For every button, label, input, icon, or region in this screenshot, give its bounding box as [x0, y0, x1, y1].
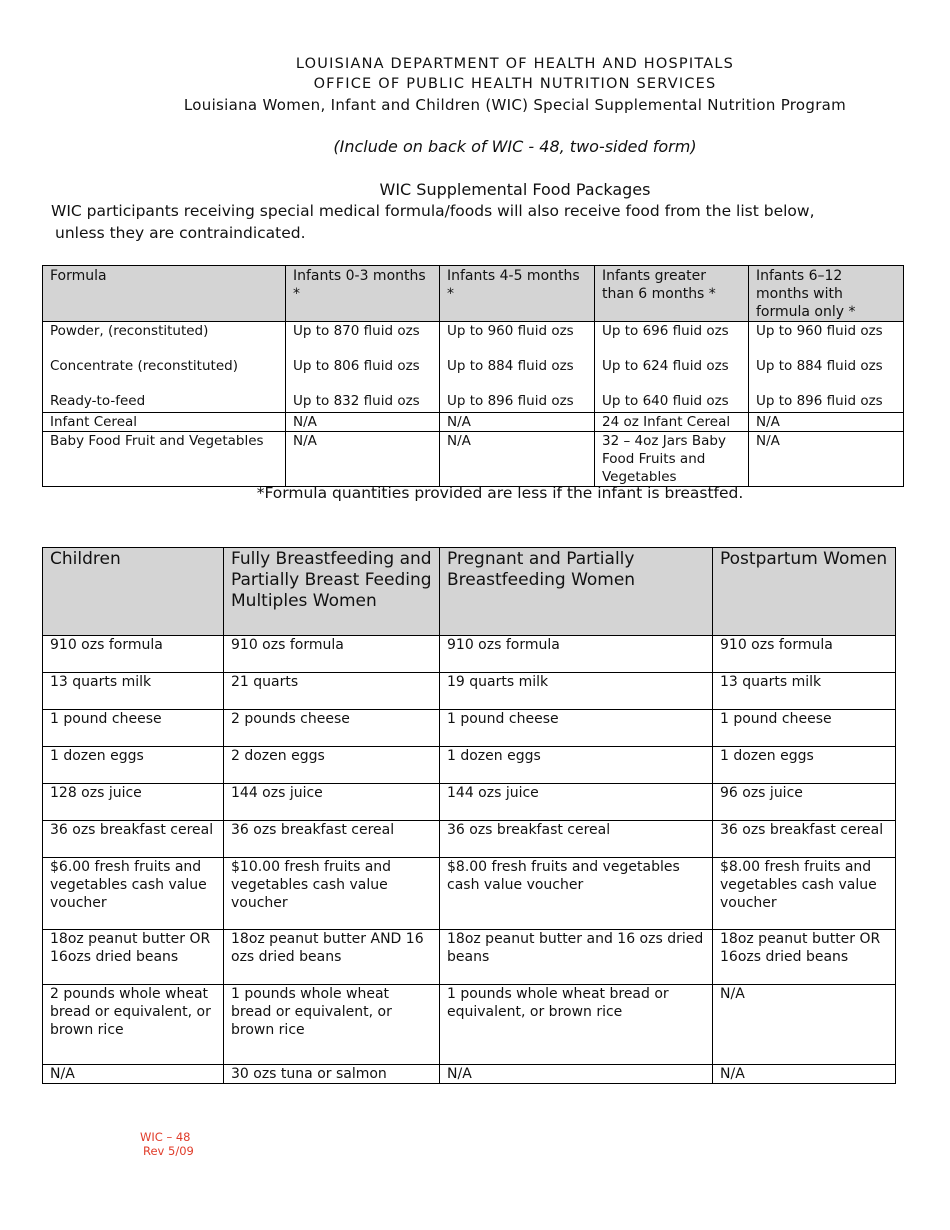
table-cell: N/A [43, 1065, 224, 1084]
formula-amount: Up to 884 fluid ozs [447, 358, 574, 374]
table-row [43, 747, 896, 784]
department-title: LOUISIANA DEPARTMENT OF HEALTH AND HOSPITALS [295, 56, 735, 72]
table-cell: 1 dozen eggs [43, 747, 224, 784]
breastfed-note: *Formula quantities provided are less if the infant is breastfed. [256, 484, 744, 502]
formula-amount: Up to 870 fluid ozs [293, 323, 420, 339]
table-row [43, 858, 896, 930]
table-cell: 1 dozen eggs [713, 747, 896, 784]
form-instruction: (Include on back of WIC - 48, two-sided form) [333, 137, 697, 156]
table-cell: 128 ozs juice [43, 784, 224, 821]
table-cell: N/A [749, 432, 904, 487]
table-cell: $6.00 fresh fruits and vegetables cash value voucher [43, 858, 224, 930]
table-row [43, 413, 904, 432]
table-cell: 910 ozs formula [440, 636, 713, 673]
table-row [43, 432, 904, 487]
table-cell: 13 quarts milk [43, 673, 224, 710]
table-cell: 144 ozs juice [440, 784, 713, 821]
table-cell [749, 322, 904, 413]
table-cell: 32 – 4oz Jars Baby Food Fruits and Vegetables [595, 432, 749, 487]
table-row [43, 673, 896, 710]
formula-amount: Up to 960 fluid ozs [756, 323, 883, 339]
table-cell: 1 pounds whole wheat bread or equivalent, or brown rice [224, 985, 440, 1065]
formula-amount: Up to 960 fluid ozs [447, 323, 574, 339]
table-cell: 13 quarts milk [713, 673, 896, 710]
column-header: Postpartum Women [713, 548, 896, 636]
table-cell: N/A [440, 1065, 713, 1084]
table-cell: 910 ozs formula [43, 636, 224, 673]
column-header: Formula [43, 266, 286, 322]
formula-amount: Up to 884 fluid ozs [756, 358, 883, 374]
table-cell: 30 ozs tuna or salmon [224, 1065, 440, 1084]
infant-food-table [42, 265, 904, 487]
table-cell [440, 322, 595, 413]
table-cell: 18oz peanut butter AND 16 ozs dried beans [224, 930, 440, 985]
table-cell: 1 dozen eggs [440, 747, 713, 784]
form-revision: Rev 5/09 [143, 1144, 194, 1158]
table-cell: 144 ozs juice [224, 784, 440, 821]
table-cell: 36 ozs breakfast cereal [440, 821, 713, 858]
column-header: Infants 6–12 months with formula only * [749, 266, 904, 322]
formula-type: Ready-to-feed [50, 393, 146, 409]
table-cell: Infant Cereal [43, 413, 286, 432]
table-cell: 96 ozs juice [713, 784, 896, 821]
table-cell: 910 ozs formula [713, 636, 896, 673]
column-header: Infants greater than 6 months * [595, 266, 749, 322]
table-cell: $8.00 fresh fruits and vegetables cash value voucher [713, 858, 896, 930]
table-cell: $10.00 fresh fruits and vegetables cash value voucher [224, 858, 440, 930]
table-cell: 1 pound cheese [440, 710, 713, 747]
table-row [43, 821, 896, 858]
column-header: Infants 0-3 months * [286, 266, 440, 322]
formula-amount: Up to 696 fluid ozs [602, 323, 729, 339]
column-header: Infants 4-5 months * [440, 266, 595, 322]
table-row [43, 1065, 896, 1084]
table-cell: 36 ozs breakfast cereal [43, 821, 224, 858]
table-cell: 1 pounds whole wheat bread or equivalent, or brown rice [440, 985, 713, 1065]
table-cell: 18oz peanut butter OR 16ozs dried beans [713, 930, 896, 985]
formula-amount: Up to 624 fluid ozs [602, 358, 729, 374]
table-cell: 1 pound cheese [43, 710, 224, 747]
table-header-row [43, 266, 904, 322]
table-row [43, 784, 896, 821]
table-cell: $8.00 fresh fruits and vegetables cash value voucher [440, 858, 713, 930]
table-cell: 21 quarts [224, 673, 440, 710]
formula-amount: Up to 896 fluid ozs [756, 393, 883, 409]
formula-amount: Up to 832 fluid ozs [293, 393, 420, 409]
table-cell: 2 dozen eggs [224, 747, 440, 784]
page-title: WIC Supplemental Food Packages [379, 180, 651, 199]
table-row [43, 322, 904, 413]
table-cell: N/A [713, 1065, 896, 1084]
intro-text-line-1: WIC participants receiving special medical formula/foods will also receive food from the list below, [51, 202, 815, 220]
table-row [43, 636, 896, 673]
table-cell: 36 ozs breakfast cereal [224, 821, 440, 858]
column-header: Children [43, 548, 224, 636]
table-cell: N/A [713, 985, 896, 1065]
formula-type: Powder, (reconstituted) [50, 323, 209, 339]
program-title: Louisiana Women, Infant and Children (WIC) Special Supplemental Nutrition Program [183, 96, 847, 114]
table-cell: N/A [440, 432, 595, 487]
formula-amount: Up to 896 fluid ozs [447, 393, 574, 409]
formula-type: Concentrate (reconstituted) [50, 358, 238, 374]
table-cell: 2 pounds cheese [224, 710, 440, 747]
table-row [43, 710, 896, 747]
table-cell: 36 ozs breakfast cereal [713, 821, 896, 858]
table-cell: N/A [286, 413, 440, 432]
table-cell: 24 oz Infant Cereal [595, 413, 749, 432]
table-header-row [43, 548, 896, 636]
table-cell: 18oz peanut butter OR 16ozs dried beans [43, 930, 224, 985]
table-cell [286, 322, 440, 413]
office-title: OFFICE OF PUBLIC HEALTH NUTRITION SERVICES [313, 76, 717, 92]
intro-text-line-2: unless they are contraindicated. [55, 224, 306, 242]
women-children-food-table [42, 547, 896, 1084]
table-cell: N/A [749, 413, 904, 432]
table-cell: Baby Food Fruit and Vegetables [43, 432, 286, 487]
formula-amount: Up to 806 fluid ozs [293, 358, 420, 374]
table-cell: 2 pounds whole wheat bread or equivalent, or brown rice [43, 985, 224, 1065]
table-cell: 910 ozs formula [224, 636, 440, 673]
form-id: WIC – 48 [140, 1130, 191, 1144]
table-cell [43, 322, 286, 413]
table-cell: 19 quarts milk [440, 673, 713, 710]
formula-amount: Up to 640 fluid ozs [602, 393, 729, 409]
column-header: Fully Breastfeeding and Partially Breast Feeding Multiples Women [224, 548, 440, 636]
column-header: Pregnant and Partially Breastfeeding Women [440, 548, 713, 636]
table-cell: 18oz peanut butter and 16 ozs dried beans [440, 930, 713, 985]
table-cell [595, 322, 749, 413]
table-row [43, 985, 896, 1065]
table-cell: N/A [286, 432, 440, 487]
table-row [43, 930, 896, 985]
form-footer [140, 1130, 194, 1158]
table-cell: 1 pound cheese [713, 710, 896, 747]
table-cell: N/A [440, 413, 595, 432]
